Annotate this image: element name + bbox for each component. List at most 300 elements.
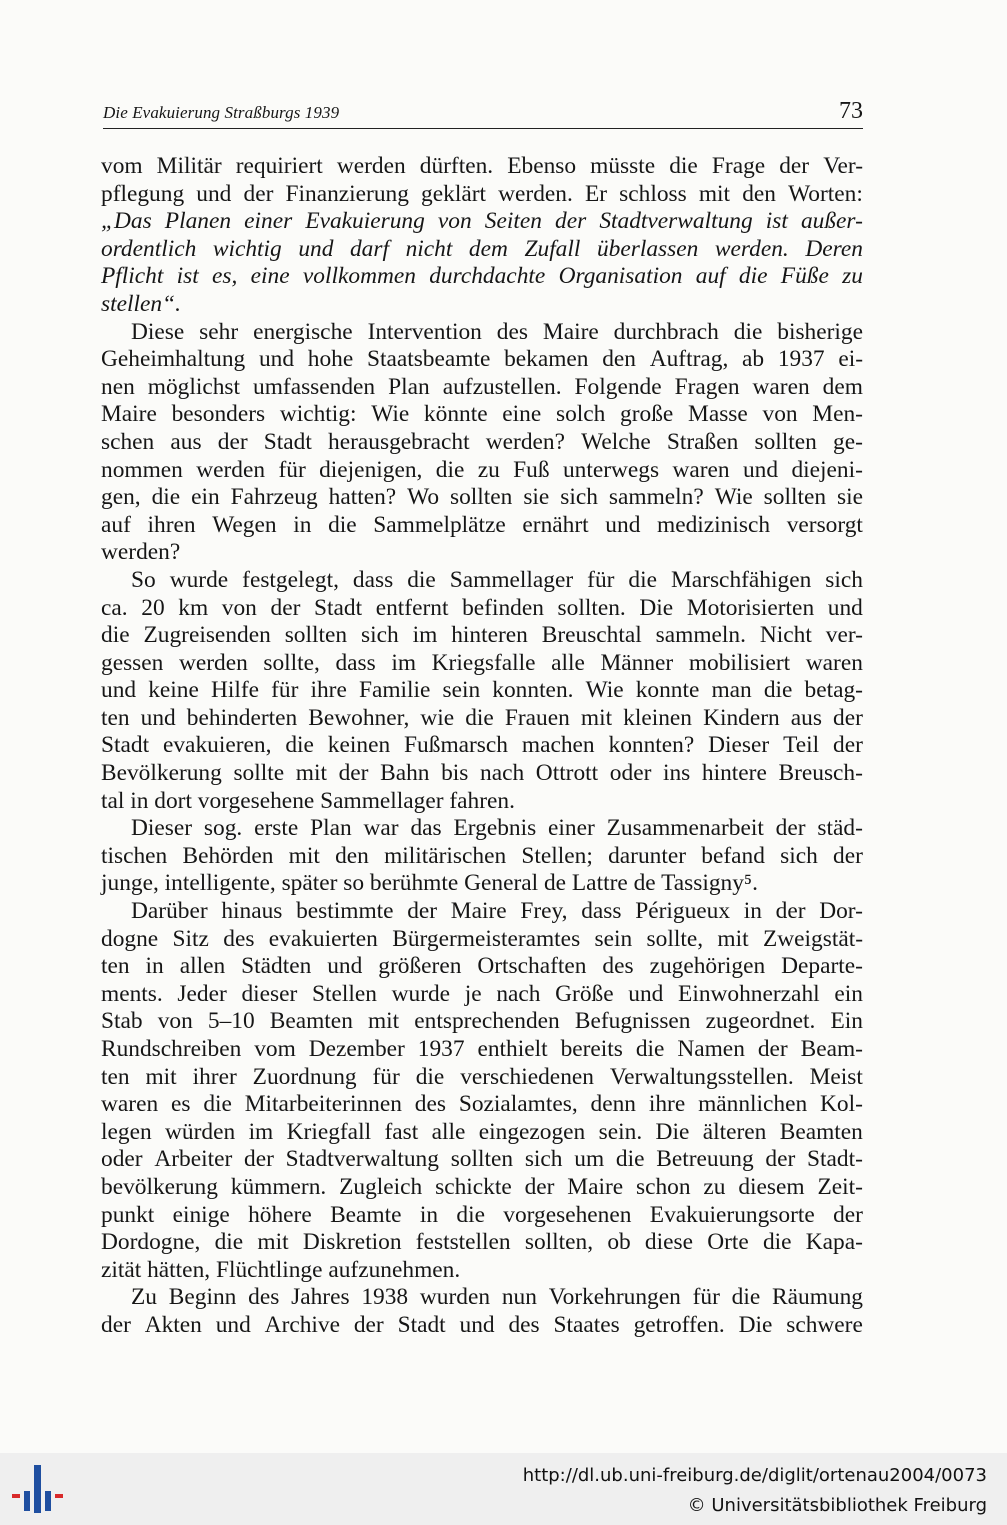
- word: wurden: [419, 1284, 491, 1311]
- text-line: [101, 512, 863, 540]
- word: und: [298, 235, 334, 262]
- word: schen: [101, 428, 155, 455]
- word: mit: [367, 1008, 400, 1035]
- text-line: [101, 1202, 863, 1230]
- text-line: [101, 705, 863, 733]
- word: umfassenden: [253, 373, 376, 400]
- word: Staatsbeamte: [366, 346, 491, 373]
- word: ob: [607, 1229, 631, 1256]
- word: Stellen: [311, 980, 377, 1007]
- word: schickte: [435, 1173, 512, 1200]
- word: befand: [701, 842, 765, 869]
- word: Städten: [241, 953, 312, 980]
- word: alle: [551, 649, 585, 676]
- word: darf: [349, 235, 389, 262]
- word: des: [223, 925, 255, 952]
- word: Bahn: [380, 760, 430, 787]
- word: und: [258, 346, 295, 373]
- word: Diese: [131, 318, 185, 345]
- word: Departe-: [781, 953, 863, 980]
- word: und: [101, 677, 137, 704]
- word: Evakuierung: [305, 208, 425, 235]
- word: Sitz: [172, 925, 209, 952]
- word: nach: [480, 760, 525, 787]
- word: Verwaltungsstellen.: [609, 1063, 794, 1090]
- word: Evakuierungsorte: [649, 1201, 815, 1228]
- word: Die: [738, 1311, 773, 1338]
- word: Befugnissen: [574, 1008, 691, 1035]
- word: Beamte: [330, 1201, 402, 1228]
- word: würden: [165, 1118, 236, 1145]
- word: Betreuung: [656, 1146, 754, 1173]
- word: „Das: [101, 208, 152, 235]
- word: größeren: [378, 953, 462, 980]
- word: überlassen: [596, 235, 699, 262]
- word: durchbrach: [613, 318, 719, 345]
- word: und: [215, 1311, 251, 1338]
- word: Wie: [585, 677, 624, 704]
- text-line: [101, 981, 863, 1009]
- word: der: [833, 1201, 863, 1228]
- word: Füße: [780, 263, 829, 290]
- word: Ergebnis: [453, 815, 537, 842]
- word: Kol-: [820, 1091, 863, 1118]
- word: Organisation: [558, 263, 683, 290]
- word: kümmern.: [230, 1173, 327, 1200]
- word: entsprechenden: [414, 1008, 560, 1035]
- word: Kriegsfalle: [431, 649, 536, 676]
- word: Die: [655, 1118, 690, 1145]
- word: wichtig:: [279, 401, 357, 428]
- word: dass: [335, 649, 376, 676]
- word: Stadt: [101, 732, 150, 759]
- word: Maire: [450, 898, 507, 925]
- word: Men-: [812, 401, 863, 428]
- text-line: [101, 622, 863, 650]
- text-line: [101, 429, 863, 457]
- word: ihren: [147, 511, 196, 538]
- word: zu: [842, 263, 863, 290]
- word: war: [363, 815, 399, 842]
- word: hinaus: [221, 898, 283, 925]
- word: um: [574, 1146, 605, 1173]
- word: die: [762, 1229, 792, 1256]
- word: Ver-: [823, 153, 863, 179]
- word: werden: [178, 649, 248, 676]
- word: festgelegt,: [242, 566, 339, 593]
- word: oder: [609, 760, 652, 787]
- word: der: [524, 1173, 555, 1200]
- word: mit: [717, 925, 749, 952]
- word: für: [587, 566, 615, 593]
- word: der: [775, 898, 806, 925]
- word: der: [407, 898, 438, 925]
- word: die: [415, 1063, 445, 1090]
- word: die: [733, 318, 763, 345]
- word: sollten: [763, 484, 827, 511]
- word: Plan: [388, 373, 430, 400]
- word: Namen: [677, 1036, 745, 1062]
- word: und: [742, 456, 779, 483]
- word: sein.: [598, 1118, 643, 1145]
- word: der: [757, 1036, 788, 1062]
- text-line: [101, 1091, 863, 1119]
- text-line: [101, 181, 863, 209]
- word: hohe: [307, 346, 354, 373]
- word: die: [738, 263, 768, 290]
- text-line: [101, 208, 863, 236]
- word: erste: [254, 815, 299, 842]
- word: denn: [590, 1091, 636, 1118]
- text-line: [101, 760, 863, 788]
- word: Bürgermeisteramtes: [392, 925, 581, 952]
- text-line: [101, 1312, 863, 1340]
- word: den: [742, 180, 776, 207]
- word: und: [196, 180, 232, 207]
- text-line: [101, 595, 863, 623]
- word: sollten.: [557, 594, 626, 621]
- word: je: [464, 980, 482, 1007]
- word: Wo: [407, 484, 440, 511]
- word: für: [372, 1063, 400, 1090]
- word: Wegen: [212, 511, 277, 538]
- word: Pflicht: [101, 263, 164, 290]
- text-line: zität hätten, Flüchtlinge aufzunehmen.: [101, 1256, 461, 1283]
- word: von: [221, 594, 257, 621]
- word: Bevölkerung: [101, 760, 222, 787]
- text-line: stellen“.: [101, 290, 181, 317]
- word: Fahrzeug: [230, 484, 318, 511]
- word: diejeni-: [791, 456, 863, 483]
- word: sich: [360, 622, 399, 649]
- word: sollten: [449, 484, 513, 511]
- word: Mitarbeiterinnen: [244, 1091, 402, 1118]
- word: von: [762, 401, 798, 428]
- word: Nicht: [759, 622, 812, 649]
- word: nun: [501, 1284, 537, 1311]
- word: sollte: [233, 760, 285, 787]
- word: Sozialamtes,: [458, 1091, 578, 1118]
- word: und: [140, 704, 176, 731]
- word: zu: [703, 1173, 726, 1200]
- word: dass: [352, 566, 394, 593]
- word: waren: [752, 373, 810, 400]
- word: mit: [257, 1229, 289, 1256]
- word: städ-: [817, 815, 863, 842]
- word: einer: [244, 208, 293, 235]
- word: Ortschaften: [477, 953, 587, 980]
- word: Die: [639, 594, 674, 621]
- word: für: [278, 456, 306, 483]
- word: und: [628, 980, 664, 1007]
- text-line: [101, 401, 863, 429]
- word: medizinisch: [657, 511, 771, 538]
- word: Frage: [711, 153, 766, 179]
- word: darunter: [608, 842, 687, 869]
- word: in: [743, 898, 762, 925]
- word: die: [214, 1229, 244, 1256]
- word: die: [465, 704, 494, 731]
- text-line: [101, 650, 863, 678]
- word: nicht: [405, 235, 453, 262]
- word: werden.: [714, 235, 789, 262]
- word: Planen: [164, 208, 232, 235]
- word: der: [244, 1146, 274, 1173]
- word: Beam-: [800, 1036, 863, 1062]
- word: Intervention: [367, 318, 482, 345]
- text-line: tal in dort vorgesehene Sammellager fahren.: [101, 787, 515, 814]
- word: legen: [101, 1118, 152, 1145]
- word: Militär: [156, 153, 222, 179]
- word: Finanzierung: [285, 180, 409, 207]
- footer-bar: [0, 1453, 1007, 1525]
- word: Masse: [688, 401, 748, 428]
- word: keinen: [327, 732, 391, 759]
- word: Beamten: [269, 1008, 353, 1035]
- word: der: [765, 1146, 796, 1173]
- word: waren: [672, 456, 730, 483]
- word: sog.: [203, 815, 243, 842]
- word: und: [605, 511, 641, 538]
- word: mit: [698, 180, 731, 207]
- word: hinteren: [451, 622, 528, 649]
- word: ei-: [838, 346, 863, 373]
- word: mit: [288, 842, 320, 869]
- word: auf: [695, 263, 726, 290]
- word: zugehörigen: [649, 953, 766, 980]
- word: werden.: [498, 180, 573, 207]
- word: männlichen: [698, 1091, 808, 1118]
- word: gessen: [101, 649, 164, 676]
- word: 5–10: [207, 1008, 255, 1035]
- text-line: werden?: [101, 539, 181, 566]
- ub-freiburg-logo-icon[interactable]: [10, 1463, 66, 1515]
- word: wurde: [391, 980, 451, 1007]
- copyright-notice: © Universitätsbibliothek Freiburg: [687, 1495, 987, 1516]
- word: eine: [250, 263, 290, 290]
- word: sammeln.: [655, 622, 746, 649]
- word: in: [293, 511, 312, 538]
- word: ge-: [833, 428, 863, 455]
- word: schloss: [619, 180, 687, 207]
- word: punkt: [101, 1201, 155, 1228]
- text-line: [101, 263, 863, 291]
- word: zugeordnet.: [705, 1008, 816, 1035]
- word: konnte: [635, 677, 700, 704]
- word: bis: [441, 760, 469, 787]
- word: auf: [101, 511, 131, 538]
- word: Stadtverwaltung: [599, 208, 753, 235]
- word: militärischen: [384, 842, 507, 869]
- word: aus: [790, 704, 822, 731]
- word: es: [170, 1091, 191, 1118]
- text-line: [101, 1146, 863, 1174]
- word: der: [833, 732, 863, 759]
- word: des: [414, 1091, 446, 1118]
- word: Akten: [144, 1311, 202, 1338]
- word: Beamten: [779, 1118, 863, 1145]
- word: Stadt: [397, 1311, 446, 1338]
- word: ten: [101, 704, 130, 731]
- word: Größe: [555, 980, 614, 1007]
- word: geklärt: [421, 180, 486, 207]
- word: Arbeiter: [154, 1146, 233, 1173]
- word: Meist: [809, 1063, 863, 1090]
- text-line: [101, 1119, 863, 1147]
- word: bereits: [560, 1036, 623, 1062]
- word: So: [131, 566, 156, 593]
- text-line: [101, 1174, 863, 1202]
- word: Dor-: [819, 898, 863, 925]
- source-url-link[interactable]: http://dl.ub.uni-freiburg.de/diglit/ortenau2004/0073: [522, 1465, 987, 1486]
- word: Teil: [783, 732, 820, 759]
- word: 1938: [361, 1284, 409, 1311]
- word: Jeder: [177, 980, 227, 1007]
- word: der: [270, 594, 301, 621]
- word: Kapa-: [805, 1229, 863, 1256]
- word: werden: [196, 456, 266, 483]
- word: der: [101, 1311, 131, 1338]
- word: Maire: [567, 1173, 624, 1200]
- word: mit: [295, 760, 327, 787]
- word: 20: [141, 594, 165, 621]
- word: sollte,: [263, 649, 320, 676]
- word: werden: [336, 153, 406, 179]
- word: die: [763, 677, 793, 704]
- text-line: [101, 1284, 863, 1312]
- word: des: [508, 1311, 540, 1338]
- word: der: [779, 153, 810, 179]
- text-line: [101, 567, 863, 595]
- word: verschiedenen: [460, 1063, 594, 1090]
- word: sein: [442, 677, 481, 704]
- word: Zusammenarbeit: [606, 815, 764, 842]
- word: die: [203, 1091, 232, 1118]
- word: ten: [101, 1063, 130, 1090]
- word: Bewohner,: [308, 704, 410, 731]
- word: ernährt: [522, 511, 589, 538]
- word: vom: [101, 153, 143, 179]
- word: im: [412, 622, 438, 649]
- word: dürften.: [419, 153, 494, 179]
- word: einige: [172, 1201, 230, 1228]
- word: Männer: [600, 649, 674, 676]
- word: von: [437, 208, 472, 235]
- word: sollten: [284, 622, 348, 649]
- text-line: [101, 732, 863, 760]
- text-line: [101, 1229, 863, 1257]
- word: der: [338, 760, 369, 787]
- word: die: [407, 566, 436, 593]
- text-line: [101, 457, 863, 485]
- word: waren: [101, 1091, 159, 1118]
- word: sich: [780, 842, 818, 869]
- word: allen: [179, 953, 226, 980]
- word: die: [151, 484, 181, 511]
- word: schon: [636, 1173, 691, 1200]
- word: Marschfähigen: [670, 566, 812, 593]
- word: Kriegfall: [286, 1118, 372, 1145]
- word: keine: [148, 677, 199, 704]
- text-line: [101, 898, 863, 926]
- page-header: [103, 98, 863, 129]
- word: befinden: [462, 594, 544, 621]
- word: diesem: [738, 1173, 805, 1200]
- word: 1937: [777, 346, 825, 373]
- word: man: [711, 677, 752, 704]
- word: Auftrag,: [649, 346, 729, 373]
- word: kleinen: [623, 704, 693, 731]
- word: zu: [477, 456, 500, 483]
- word: Dieser: [131, 815, 193, 842]
- word: Ein: [830, 1008, 863, 1035]
- word: der: [217, 428, 248, 455]
- word: bevölkerung: [101, 1173, 218, 1200]
- word: waren: [805, 649, 863, 676]
- word: könnte: [423, 401, 488, 428]
- word: Fußmarsch: [404, 732, 508, 759]
- text-line: [101, 1036, 863, 1064]
- word: alle: [431, 1118, 466, 1145]
- word: schwere: [786, 1311, 863, 1338]
- text-line: [101, 926, 863, 954]
- word: aufzustellen.: [442, 373, 562, 400]
- word: ist: [765, 208, 788, 235]
- word: Dordogne,: [101, 1229, 201, 1256]
- word: bisherige: [777, 318, 863, 345]
- text-line: [101, 346, 863, 374]
- word: in: [145, 953, 164, 980]
- word: Darüber: [131, 898, 208, 925]
- word: Zufall: [524, 235, 581, 262]
- word: Stab: [101, 1008, 143, 1035]
- word: der: [833, 842, 863, 869]
- word: nen: [101, 373, 135, 400]
- word: Diskretion: [302, 1229, 402, 1256]
- text-line: [101, 153, 863, 181]
- text-line: [101, 677, 863, 705]
- word: gen,: [101, 484, 141, 511]
- word: des: [496, 318, 528, 345]
- word: Geheimhaltung: [101, 346, 246, 373]
- word: Zuordnung: [252, 1063, 357, 1090]
- word: Dezember: [308, 1036, 405, 1062]
- word: Einwohnerzahl: [678, 980, 820, 1007]
- word: sollten: [754, 428, 817, 455]
- word: sein: [594, 925, 633, 952]
- word: des: [602, 953, 634, 980]
- word: vom: [254, 1036, 296, 1062]
- word: der: [775, 815, 806, 842]
- word: Er: [584, 180, 608, 207]
- word: der: [353, 1311, 384, 1338]
- word: der: [243, 180, 274, 207]
- word: die: [669, 153, 698, 179]
- word: Straßen: [666, 428, 739, 455]
- word: sehr: [199, 318, 239, 345]
- word: herausgebracht: [328, 428, 470, 455]
- word: hintere: [701, 760, 767, 787]
- word: Breusch-: [778, 760, 863, 787]
- word: behinderten: [186, 704, 298, 731]
- word: Folgende: [574, 373, 662, 400]
- word: Behörden: [182, 842, 274, 869]
- word: requiriert: [235, 153, 323, 179]
- word: Rundschreiben: [101, 1036, 242, 1062]
- word: km: [178, 594, 209, 621]
- text-line: junge, intelligente, später so berühmte General de Lattre de Tassigny⁵.: [101, 870, 758, 897]
- word: enthielt: [477, 1036, 548, 1062]
